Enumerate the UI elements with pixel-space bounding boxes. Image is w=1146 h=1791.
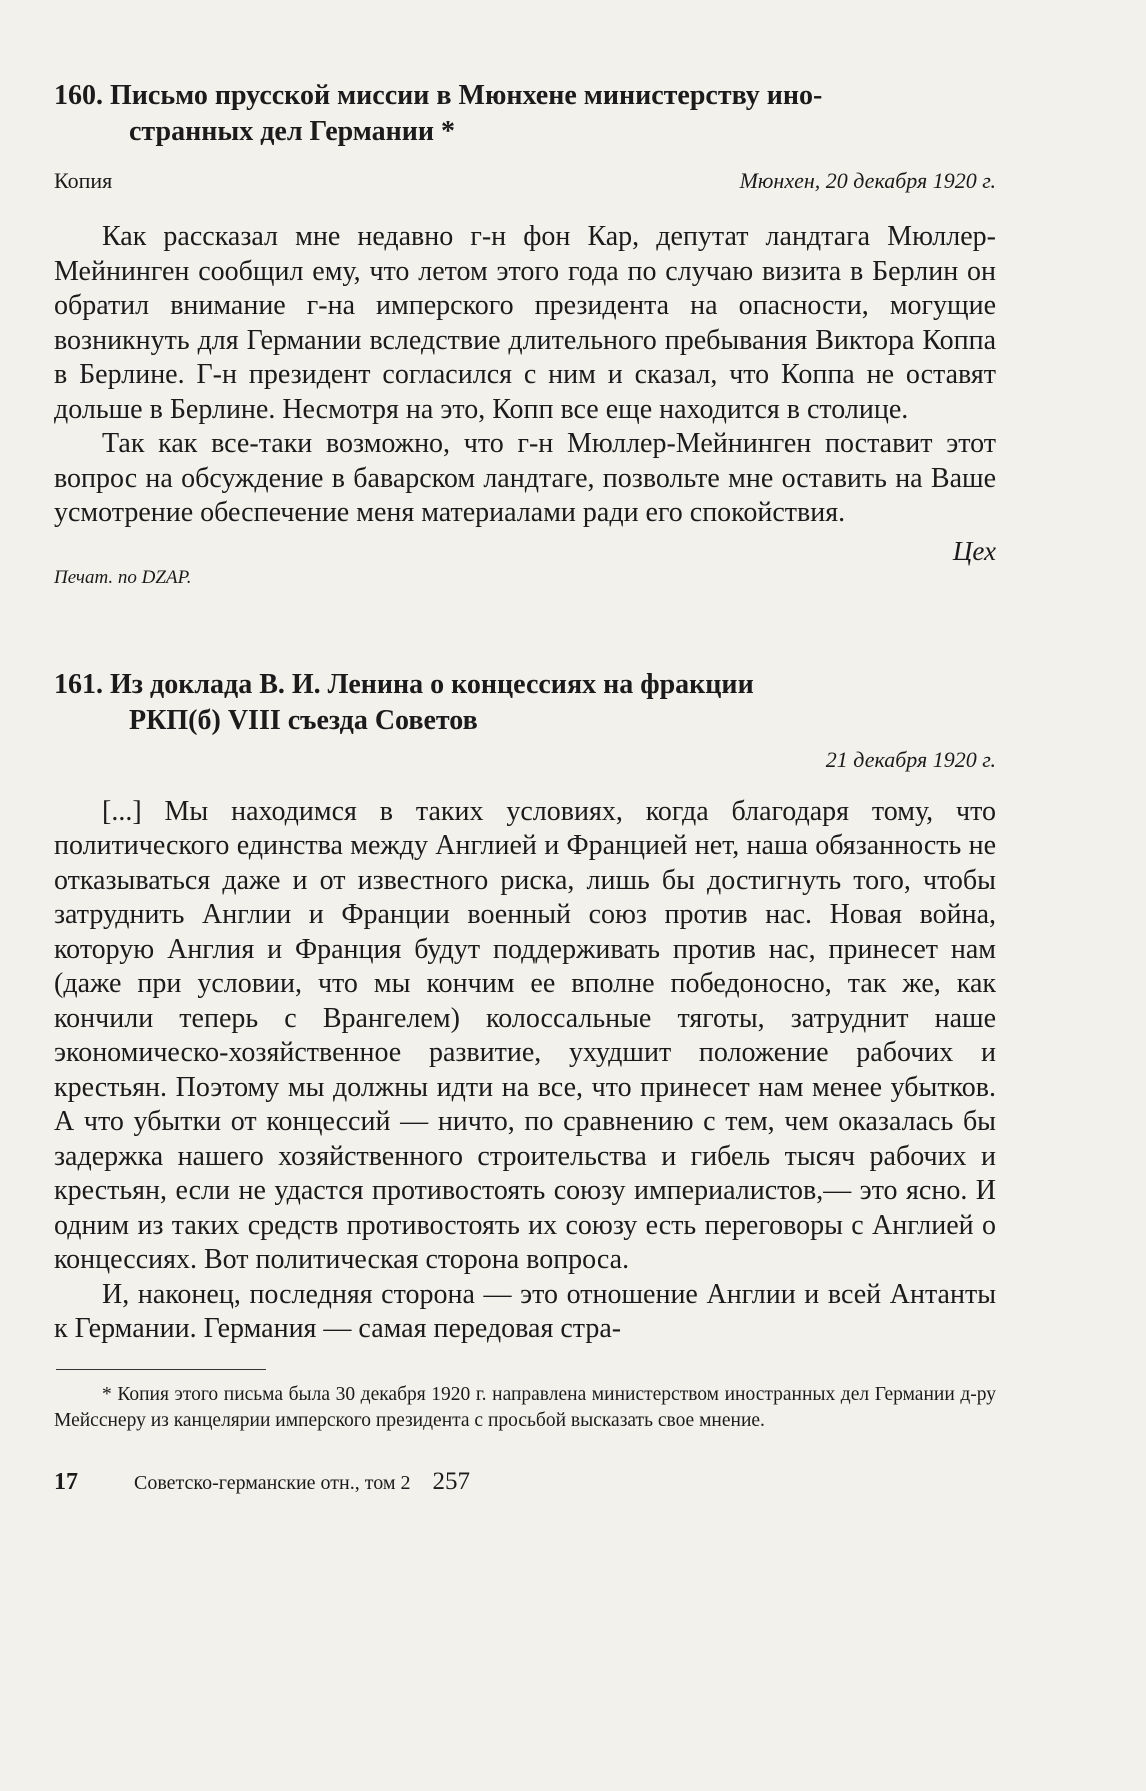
- doc-160-signature: Цех: [952, 535, 996, 566]
- page-number: 257: [432, 1467, 470, 1495]
- signature-mark: 17: [54, 1468, 78, 1495]
- book-title: Советско-германские отн., том 2: [134, 1471, 411, 1494]
- doc-160-title-line1: Письмо прусской миссии в Мюнхене министерству ино-: [110, 80, 823, 111]
- doc-160-number: 160.: [54, 80, 103, 111]
- doc-160-meta: [54, 168, 996, 194]
- doc-160-heading: [54, 78, 996, 150]
- doc-161-title-line1: Из доклада В. И. Ленина о концессиях на фракции: [110, 668, 754, 700]
- page-footer: [54, 1468, 996, 1496]
- doc-160-paragraph-2: Так как все-таки возможно, что г-н Мюллер-Мейнинген поставит этот вопрос на обсуждение в баварском ландтаге, позвольте мне оставить на Ваше усмотрение обеспечение меня материалами ради его спокойствия.: [54, 428, 996, 528]
- footnote: * Копия этого письма была 30 декабря 1920 г. направлена министерством иностранных дел Германии д-ру Мейсснеру из канцелярии имперского президента с просьбой высказать свое мнение.: [54, 1383, 996, 1431]
- doc-161-paragraph-2: И, наконец, последняя сторона — это отношение Англии и всей Антанты к Германии. Германия — самая передовая стра-: [54, 1278, 996, 1344]
- doc-160-paragraph-1: Как рассказал мне недавно г-н фон Кар, депутат ландтага Мюллер-Мейнинген сообщил ему, что летом этого года по случаю визита в Берлин он обратил внимание г-на имперского президента на опасности, могущие возникнуть для Германии вследствие длительного пребывания Виктора Коппа в Берлине. Г-н президент согласился с ним и сказал, что Коппа не оставят дольше в Берлине. Несмотря на это, Копп все еще находится в столице.: [54, 221, 996, 425]
- doc-161-heading: [54, 667, 996, 739]
- doc-160-source: Печат. по DZAP.: [54, 566, 192, 588]
- doc-161-title-line2: РКП(б) VIII съезда Советов: [129, 704, 478, 736]
- doc-161-number: 161.: [54, 668, 103, 700]
- doc-161-date: 21 декабря 1920 г.: [825, 746, 996, 772]
- doc-161-paragraph-1: [...] Мы находимся в таких условиях, когда благодаря тому, что политического единства между Англией и Францией нет, наша обязанность не отказываться даже и от известного риска, лишь бы достигнуть того, чтобы затруднить Англии и Франции военный союз против нас. Новая война, которую Англия и Франция будут поддерживать против нас, принесет нам (даже при условии, что мы кончим ее вполне победоносно, так же, как кончили теперь с Врангелем) колоссальные тяготы, затруднит наше экономическо-хозяйственное развитие, ухудшит положение рабочих и крестьян. Поэтому мы должны идти на все, что принесет нам менее убытков. А что убытки от концессий — ничто, по сравнению с тем, чем оказалась бы задержка нашего хозяйственного строительства и гибель тысяч рабочих и крестьян, если не удастся противостоять союзу империалистов,— это ясно. И одним из таких средств противостоять их союзу есть переговоры с Англией о концессиях. Вот политическая сторона вопроса.: [54, 795, 996, 1275]
- footnote-divider: [56, 1369, 266, 1370]
- copy-label: Копия: [54, 168, 113, 193]
- doc-160-title-line2: странных дел Германии *: [129, 116, 456, 147]
- place-date: Мюнхен, 20 декабря 1920 г.: [739, 168, 996, 193]
